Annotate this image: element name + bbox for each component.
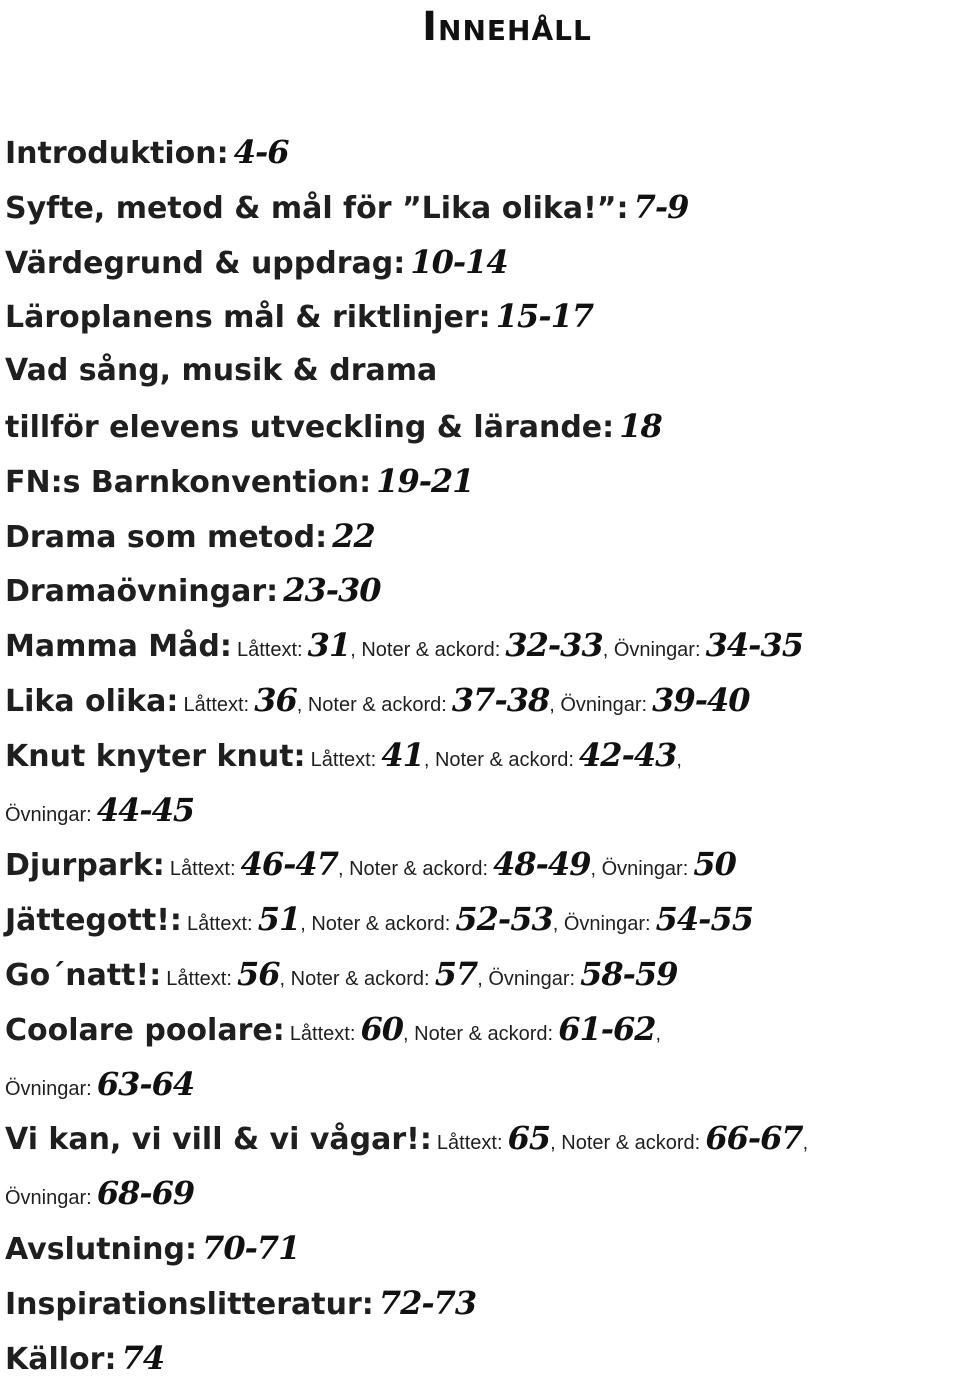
ovningar-label: , Övningar: — [590, 858, 689, 881]
toc-heading: Källor: — [5, 1341, 117, 1377]
noter-pages: 37-38 — [451, 680, 550, 719]
noter-label: , Noter & ackord: — [423, 748, 574, 771]
ovningar-label: Övningar: — [5, 803, 92, 826]
toc-heading: Inspirationslitteratur: — [5, 1286, 374, 1322]
toc-entry-mamma-mad — [5, 618, 960, 673]
toc-entry-vi-kan-cont — [5, 1166, 960, 1221]
ovningar-label: , Övningar: — [477, 967, 576, 990]
toc-entry-djurpark — [5, 837, 960, 892]
noter-pages: 61-62 — [558, 1009, 656, 1048]
toc-heading: Värdegrund & uppdrag: — [5, 245, 406, 281]
lattext-pages: 41 — [381, 735, 424, 774]
toc-heading: Vad sång, musik & drama — [5, 353, 438, 389]
lattext-pages: 51 — [257, 900, 301, 939]
lattext-label: Låttext: — [183, 693, 250, 716]
toc-heading: Vi kan, vi vill & vi vågar!: — [5, 1122, 432, 1158]
noter-label: , Noter & ackord: — [403, 1022, 554, 1045]
lattext-pages: 31 — [307, 626, 351, 665]
noter-label: , Noter & ackord: — [279, 967, 430, 990]
toc-entry-jattegott — [5, 892, 960, 947]
toc-entry-introduktion — [5, 125, 960, 180]
lattext-label: Låttext: — [166, 967, 232, 990]
ovningar-pages: 63-64 — [96, 1064, 195, 1103]
noter-pages: 52-53 — [455, 900, 553, 939]
toc-heading: Mamma Måd: — [5, 629, 232, 665]
toc-pages: 23-30 — [283, 571, 381, 610]
ovningar-pages: 54-55 — [655, 900, 753, 939]
toc-heading: Drama som metod: — [5, 519, 328, 555]
lattext-pages: 65 — [507, 1119, 551, 1158]
lattext-label: Låttext: — [236, 639, 303, 662]
ovningar-label: Övningar: — [5, 1077, 92, 1100]
toc-entry-coolare-cont — [5, 1057, 960, 1112]
toc-pages: 4-6 — [233, 133, 289, 171]
noter-pages: 48-49 — [493, 845, 591, 884]
toc-heading: Introduktion: — [5, 136, 229, 171]
toc-heading: Djurpark: — [5, 848, 165, 884]
toc-entry-knut-cont — [5, 783, 960, 838]
toc-pages: 74 — [121, 1338, 165, 1377]
toc-entry-tillfor — [5, 399, 960, 454]
toc-entry-fn — [5, 454, 960, 509]
noter-label: , Noter & ackord: — [550, 1132, 701, 1155]
noter-pages: 66-67 — [705, 1119, 803, 1158]
toc-heading: Coolare poolare: — [5, 1012, 285, 1048]
comma: , — [676, 748, 682, 771]
ovningar-label: , Övningar: — [549, 693, 648, 716]
toc-heading: Knut knyter knut: — [5, 738, 306, 774]
lattext-pages: 36 — [254, 680, 297, 719]
toc-entry-avslutning — [5, 1221, 960, 1276]
ovningar-pages: 34-35 — [705, 626, 803, 665]
lattext-pages: 60 — [360, 1009, 404, 1048]
lattext-label: Låttext: — [169, 858, 236, 881]
toc-pages: 10-14 — [410, 242, 508, 281]
toc-entry-knut — [5, 728, 960, 783]
ovningar-pages: 68-69 — [96, 1174, 195, 1213]
toc-entry-gonatt — [5, 947, 960, 1002]
toc-entry-vad-sang — [5, 344, 960, 399]
toc-heading: Lika olika: — [5, 683, 179, 719]
noter-pages: 57 — [434, 954, 478, 993]
lattext-pages: 46-47 — [240, 845, 338, 884]
ovningar-pages: 44-45 — [96, 790, 195, 829]
toc-heading: Avslutning: — [5, 1231, 198, 1267]
toc-pages: 7-9 — [633, 187, 689, 226]
ovningar-pages: 58-59 — [580, 954, 678, 993]
toc-pages: 70-71 — [202, 1228, 300, 1267]
toc-heading: FN:s Barnkonvention: — [5, 464, 372, 500]
noter-label: , Noter & ackord: — [300, 913, 451, 936]
ovningar-label: , Övningar: — [552, 913, 651, 936]
toc-entry-laroplan — [5, 289, 960, 344]
toc-heading: Jättegott!: — [5, 903, 182, 939]
noter-pages: 32-33 — [505, 626, 603, 665]
toc-heading: Läroplanens mål & riktlinjer: — [5, 300, 491, 336]
ovningar-pages: 50 — [693, 845, 736, 884]
toc-heading: tillför elevens utveckling & lärande: — [5, 409, 615, 445]
toc-pages: 72-73 — [378, 1283, 477, 1322]
toc-heading: Go´natt!: — [5, 957, 162, 993]
toc-entry-lika-olika — [5, 673, 960, 728]
ovningar-pages: 39-40 — [652, 680, 750, 719]
toc-entry-coolare — [5, 1002, 960, 1057]
lattext-label: Låttext: — [186, 913, 253, 936]
comma: , — [655, 1022, 662, 1045]
toc-entry-inspiration — [5, 1276, 960, 1331]
noter-label: , Noter & ackord: — [296, 693, 447, 716]
toc-entry-kallor — [5, 1331, 960, 1386]
lattext-label: Låttext: — [436, 1132, 503, 1155]
page-title: Innehåll — [422, 4, 592, 50]
table-of-contents — [5, 125, 960, 1385]
toc-heading: Dramaövningar: — [5, 574, 279, 610]
noter-label: , Noter & ackord: — [337, 858, 489, 881]
toc-entry-drama-metod — [5, 509, 960, 564]
toc-heading: Syfte, metod & mål för ”Lika olika!”: — [5, 190, 629, 226]
toc-pages: 18 — [619, 406, 662, 445]
toc-entry-vi-kan — [5, 1111, 960, 1166]
toc-pages: 15-17 — [495, 297, 594, 336]
toc-entry-syfte — [5, 180, 960, 235]
toc-entry-dramaovningar — [5, 563, 960, 618]
toc-pages: 19-21 — [376, 461, 474, 500]
noter-pages: 42-43 — [579, 735, 677, 774]
lattext-label: Låttext: — [310, 748, 377, 771]
lattext-pages: 56 — [237, 954, 280, 993]
comma: , — [802, 1132, 809, 1155]
noter-label: , Noter & ackord: — [350, 639, 501, 662]
ovningar-label: , Övningar: — [602, 639, 701, 662]
toc-pages: 22 — [332, 516, 375, 555]
toc-entry-vardegrund — [5, 235, 960, 290]
lattext-label: Låttext: — [289, 1022, 356, 1045]
ovningar-label: Övningar: — [5, 1187, 92, 1210]
